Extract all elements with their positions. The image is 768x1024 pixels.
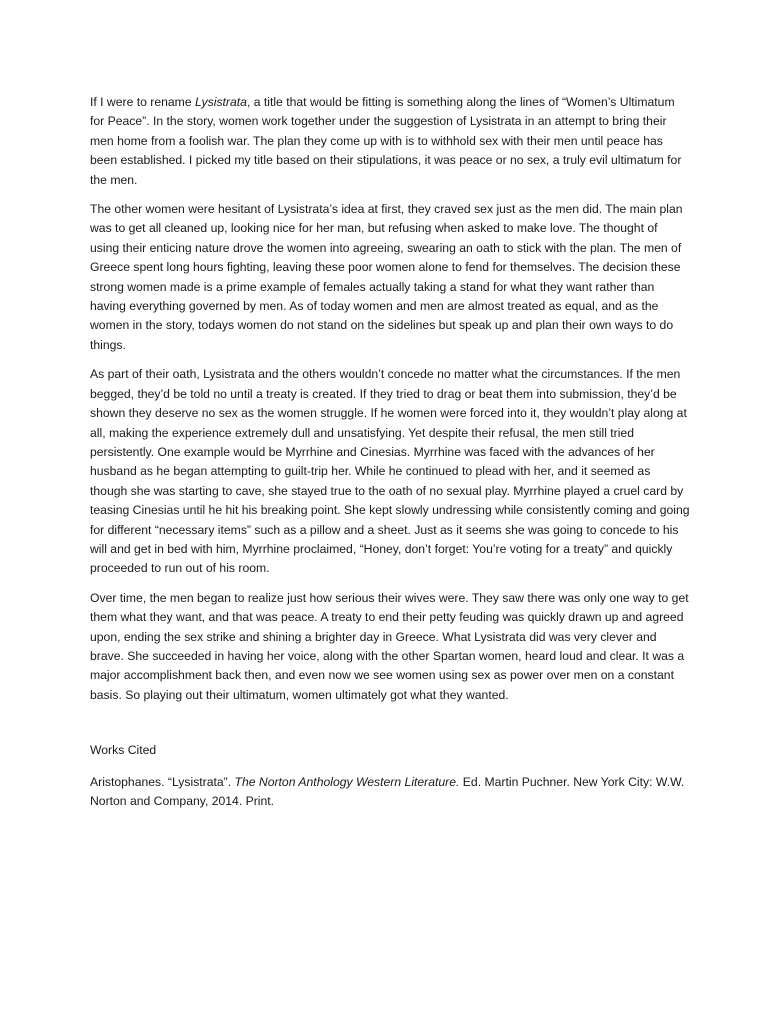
citation-text-a: Aristophanes. “Lysistrata”. bbox=[90, 774, 235, 789]
paragraph-2: The other women were hesitant of Lysistrata’s idea at first, they craved sex just as the men did. The main plan was to get all cleaned up, looking nice for her man, but refusing when asked to make love. The thought of using their enticing nature drove the women into agreeing, swearing an oath to stick with the plan. The men of Greece spent long hours fighting, leaving these poor women alone to fend for themselves. The decision these strong women made is a prime example of females actually taking a stand for what they want rather than having everything governed by men. As of today women and men are almost treated as equal, and as the women in the story, todays women do not stand on the sidelines but speak up and plan their own ways to do things. bbox=[90, 202, 683, 352]
paragraph-1 bbox=[90, 93, 690, 190]
paragraph-1-text-a: If I were to rename bbox=[90, 95, 195, 109]
works-cited-entry bbox=[90, 773, 690, 812]
citation-source-title: The Norton Anthology Western Literature. bbox=[234, 774, 460, 789]
play-title: Lysistrata bbox=[195, 95, 247, 109]
works-cited-heading: Works Cited bbox=[90, 743, 157, 758]
paragraph-1-text-b: , a title that would be fitting is something along the lines of “Women’s Ultimatum for Peace”. In the story, women work together under the suggestion of Lysistrata in an attempt to bring their men home from a foolish war. The plan they come up with is to withhold sex with their men until peace has been established. I picked my title based on their stipulations, it was peace or no sex, a truly evil ultimatum for the men. bbox=[90, 95, 682, 187]
citation-text-b: Ed. Martin Puchner. New York City: W.W. Norton and Company, 2014. Print. bbox=[90, 774, 685, 808]
paragraph-3: As part of their oath, Lysistrata and the others wouldn’t concede no matter what the circumstances. If the men begged, they’d be told no until a treaty is created. If they tried to drag or beat them into submission, they’d be shown they deserve no sex as the women struggle. If he women were forced into it, they wouldn’t play along at all, making the experience extremely dull and unsatisfying. Yet despite their refusal, the men still tried persistently. One example would be Myrrhine and Cinesias. Myrrhine was faced with the advances of her husband as he began attempting to guilt-trip her. While he continued to plead with her, and it seemed as though she was starting to cave, she stayed true to the oath of no sexual play. Myrrhine played a cruel card by teasing Cinesias until he hit his breaking point. She kept slowly undressing while consistently coming and going for different “necessary items” such as a pillow and a sheet. Just as it seems she was going to concede to his will and get in bed with him, Myrrhine proclaimed, “Honey, don’t forget: You’re voting for a treaty” and quickly proceeded to run out of his room. bbox=[90, 367, 690, 576]
paragraph-4: Over time, the men began to realize just how serious their wives were. They saw there was only one way to get them what they want, and that was peace. A treaty to end their petty feuding was quickly drawn up and agreed upon, ending the sex strike and shining a brighter day in Greece. What Lysistrata did was very clever and brave. She succeeded in having her voice, along with the other Spartan women, heard loud and clear. It was a major accomplishment back then, and even now we see women using sex as power over men on a constant basis. So playing out their ultimatum, women ultimately got what they wanted. bbox=[90, 590, 689, 702]
document-page bbox=[90, 93, 690, 821]
